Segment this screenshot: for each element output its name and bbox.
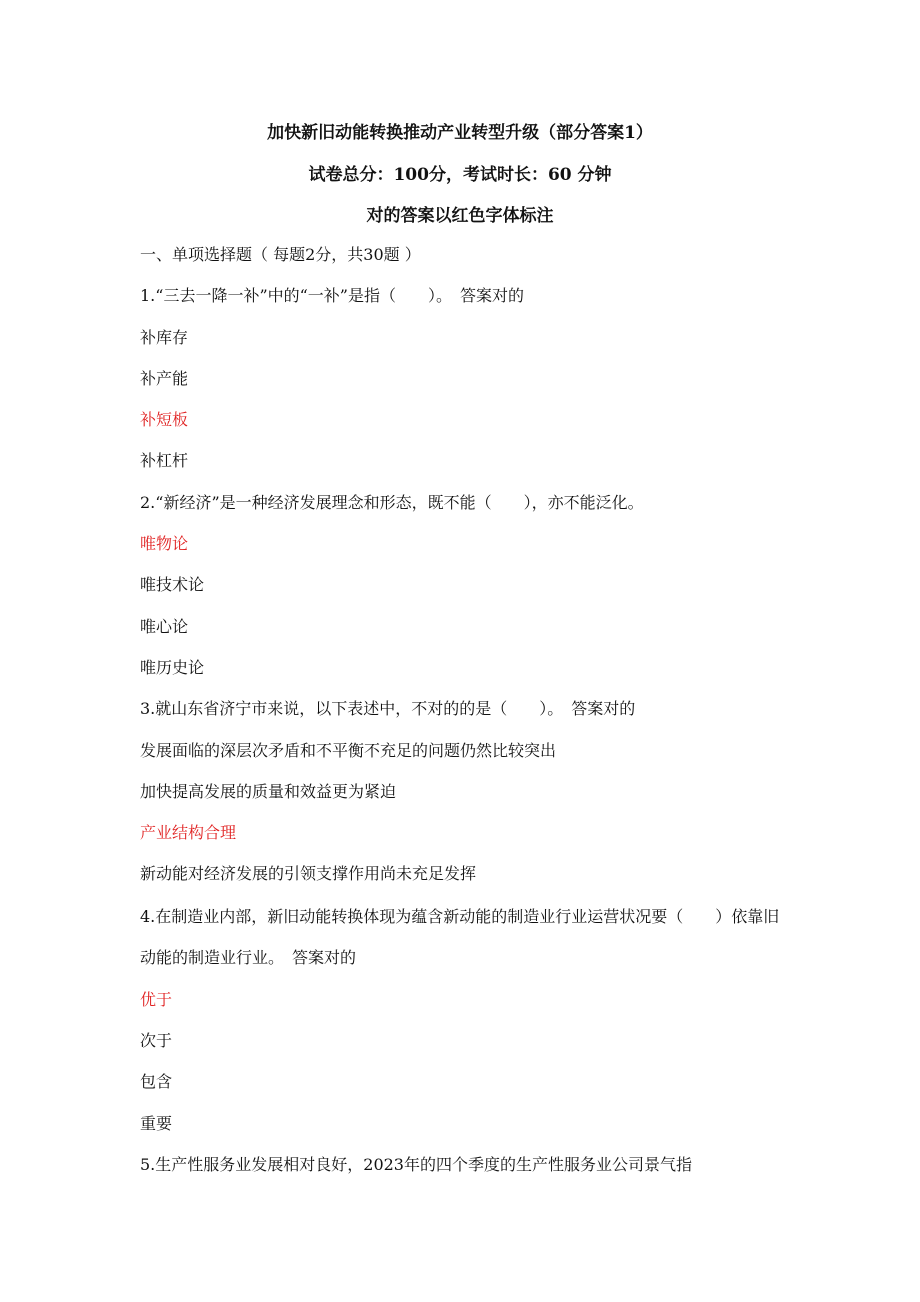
option-1d: 补杠杆 (140, 451, 189, 471)
document-title: 加快新旧动能转换推动产业转型升级（部分答案1） (267, 123, 653, 143)
exam-content (140, 245, 780, 1196)
question-2: 2.“新经济”是一种经济发展理念和形态，既不能（ ），亦不能泛化。 (140, 492, 644, 512)
option-4d: 重要 (140, 1113, 173, 1133)
option-4b: 次于 (140, 1030, 173, 1050)
option-2b: 唯技术论 (140, 575, 205, 595)
option-4c: 包含 (140, 1072, 173, 1092)
question-3: 3.就山东省济宁市来说，以下表述中，不对的的是（ ）。 答案对的 (140, 699, 636, 719)
option-3c-correct: 产业结构合理 (140, 823, 237, 843)
exam-info: 试卷总分：100分，考试时长：60 分钟 (308, 165, 612, 185)
option-2d: 唯历史论 (140, 657, 205, 677)
option-1c-correct: 补短板 (140, 410, 189, 430)
option-2a-correct: 唯物论 (140, 534, 189, 554)
option-4a-correct: 优于 (140, 989, 173, 1009)
option-3b: 加快提高发展的质量和效益更为紧迫 (140, 781, 397, 801)
option-1b: 补产能 (140, 368, 189, 388)
question-5: 5.生产性服务业发展相对良好，2023年的四个季度的生产性服务业公司景气指 (140, 1154, 692, 1174)
option-3d: 新动能对经济发展的引领支撑作用尚未充足发挥 (140, 864, 477, 884)
option-1a: 补库存 (140, 327, 189, 347)
question-4: 4.在制造业内部，新旧动能转换体现为蕴含新动能的制造业行业运营状况要（ ）依靠旧动能的制造业行业。 答案对的 (140, 906, 780, 968)
option-2c: 唯心论 (140, 616, 189, 636)
answer-note: 对的答案以红色字体标注 (366, 206, 554, 226)
question-1: 1.“三去一降一补”中的“一补”是指（ ）。 答案对的 (140, 286, 524, 306)
section-heading: 一、单项选择题（ 每题2分，共30题 ） (140, 245, 421, 264)
option-3a: 发展面临的深层次矛盾和不平衡不充足的问题仍然比较突出 (140, 740, 557, 760)
